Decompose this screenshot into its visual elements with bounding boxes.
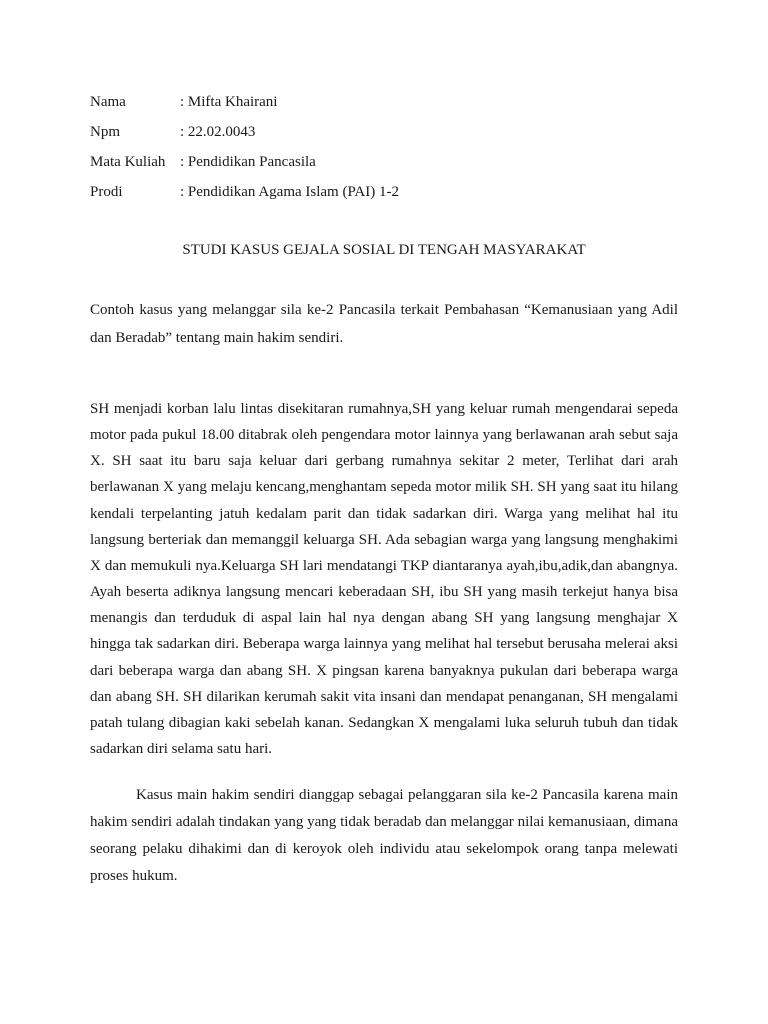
body-paragraph-2: Kasus main hakim sendiri dianggap sebagai pelanggaran sila ke-2 Pancasila karena main hakim sendiri adalah tindakan yang yang tidak beradab dan melanggar nilai kemanusiaan, dimana seorang pelaku dihakimi dan di keroyok oleh individu atau sekelompok orang tanpa melewati proses hukum.	[90, 787, 678, 884]
name-value: : Mifta Khairani	[180, 94, 278, 110]
body-paragraph-1: SH menjadi korban lalu lintas disekitaran rumahnya,SH yang keluar rumah mengendarai sepeda motor pada pukul 18.00 ditabrak oleh pengendara motor lainnya yang berlawanan arah sebut saja X. SH saat itu baru saja keluar dari gerbang rumahnya sekitar 2 meter, Terlihat dari arah berlawanan X yang melaju kencang,menghantam sepeda motor milik SH. SH yang saat itu hilang kendali terpelanting jatuh kedalam parit dan tidak sadarkan diri. Warga yang melihat hal itu langsung berteriak dan memanggil keluarga SH. Ada sebagian warga yang langsung menghakimi X dan memukuli nya.Keluarga SH lari mendatangi TKP diantaranya ayah,ibu,adik,dan abangnya. Ayah beserta adiknya langsung mencari keberadaan SH, ibu SH yang masih terkejut hanya bisa menangis dan terduduk di aspal lain hal nya dengan abang SH yang langsung menghajar X hingga tak sadarkan diri. Beberapa warga lainnya yang melihat hal tersebut berusaha melerai aksi dari beberapa warga dan abang SH. X pingsan karena banyaknya pukulan dari beberapa warga dan abang SH. SH dilarikan kerumah sakit vita insani dan mendapat penanganan, SH mengalami patah tulang dibagian kaki sebelah kanan. Sedangkan X mengalami luka seluruh tubuh dan tidak sadarkan diri selama satu hari.	[90, 401, 678, 758]
header-program-row	[90, 182, 399, 202]
course-value: : Pendidikan Pancasila	[180, 154, 316, 170]
npm-label: Npm	[90, 124, 120, 140]
program-label: Prodi	[90, 184, 123, 200]
header-name-row	[90, 92, 277, 112]
document-title: STUDI KASUS GEJALA SOSIAL DI TENGAH MASYARAKAT	[182, 242, 586, 258]
intro-paragraph: Contoh kasus yang melanggar sila ke-2 Pancasila terkait Pembahasan “Kemanusiaan yang Adil dan Beradab” tentang main hakim sendiri.	[90, 302, 678, 346]
header-npm-row	[90, 122, 255, 142]
program-value: : Pendidikan Agama Islam (PAI) 1-2	[180, 184, 400, 200]
header-course-row	[90, 152, 316, 172]
name-label: Nama	[90, 94, 126, 110]
npm-value: : 22.02.0043	[180, 124, 256, 140]
course-label: Mata Kuliah	[90, 154, 166, 170]
